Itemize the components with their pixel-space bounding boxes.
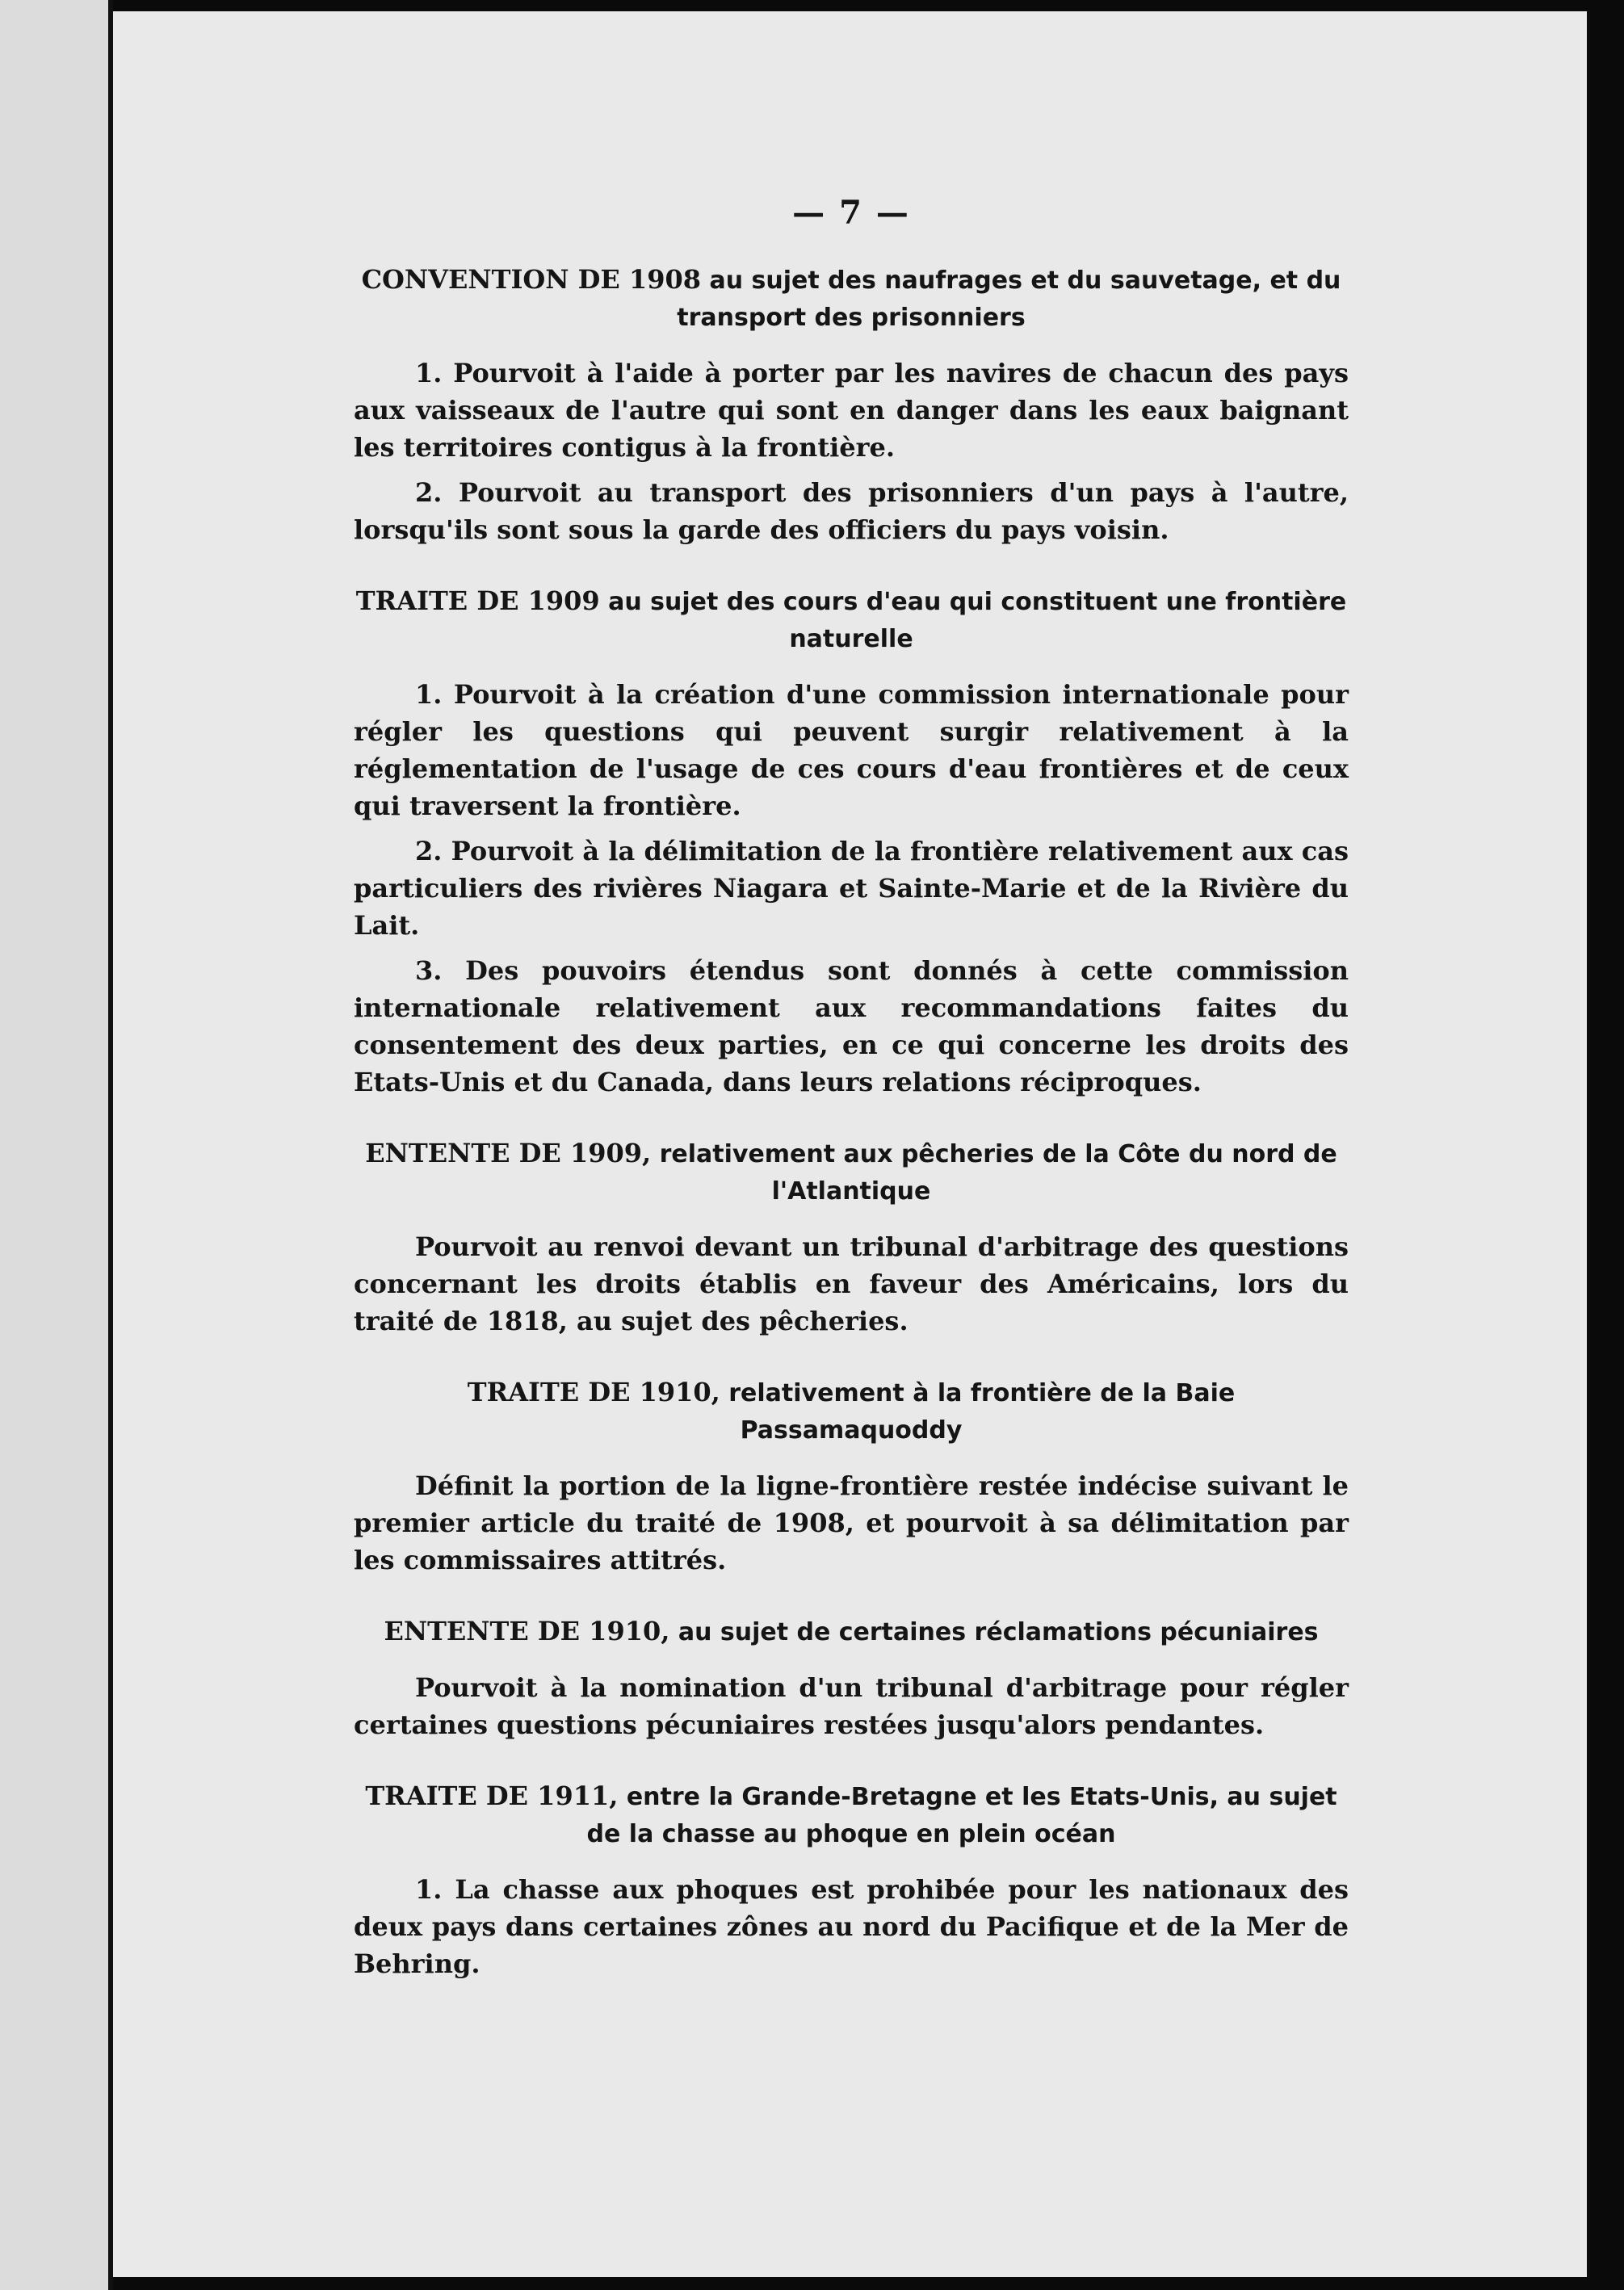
section-traite-1910 (354, 1374, 1349, 1579)
paragraph: 2. Pourvoit au transport des prisonniers d'un pays à l'autre, lorsqu'ils sont sous la garde des officiers du pays voisin. (354, 477, 1349, 545)
heading-lead: CONVENTION DE 1908 (361, 264, 702, 295)
paragraph: 1. Pourvoit à l'aide à porter par les navires de chacun des pays aux vaisseaux de l'autre qui sont en danger dans les eaux baignant les territoires contigus à la frontière. (354, 358, 1349, 463)
paragraph: Pourvoit à la nomination d'un tribunal d'arbitrage pour régler certaines questions pécuniaires restées jusqu'alors pendantes. (354, 1672, 1349, 1740)
heading-rest: au sujet des naufrages et du sauvetage, et du transport des prisonniers (677, 266, 1341, 332)
section-heading (354, 261, 1349, 337)
section-heading (354, 1777, 1349, 1853)
document-body (354, 194, 1349, 2016)
heading-rest: relativement à la frontière de la Baie Passamaquoddy (720, 1379, 1236, 1445)
section-convention-1908 (354, 261, 1349, 548)
paragraph: 1. La chasse aux phoques est prohibée pour les nationaux des deux pays dans certaines zônes au nord du Pacifique et de la Mer de Behring. (354, 1874, 1349, 1979)
section-heading (354, 1135, 1349, 1210)
heading-lead: ENTENTE DE 1910, (384, 1616, 670, 1646)
margin-mark (110, 2124, 113, 2245)
paragraph: 1. Pourvoit à la création d'une commission internationale pour régler les questions qui peuvent surgir relativement à la réglementation de l'usage de ces cours d'eau frontières et de ceux qui traversent la frontière. (354, 679, 1349, 821)
section-traite-1911 (354, 1777, 1349, 1982)
heading-rest: au sujet des cours d'eau qui constituent une frontière naturelle (599, 588, 1347, 653)
heading-rest: entre la Grande-Bretagne et les Etats-Unis, au sujet de la chasse au phoque en plein océan (586, 1783, 1337, 1848)
heading-lead: TRAITE DE 1911, (365, 1780, 619, 1811)
section-heading (354, 582, 1349, 658)
paragraph: 2. Pourvoit à la délimitation de la frontière relativement aux cas particuliers des rivières Niagara et Sainte-Marie et de la Rivière du Lait. (354, 836, 1349, 941)
heading-rest: au sujet de certaines réclamations pécuniaires (669, 1618, 1319, 1646)
heading-lead: TRAITE DE 1909 (355, 585, 600, 616)
section-entente-1909 (354, 1135, 1349, 1340)
margin-mark (110, 1009, 113, 1074)
heading-rest: relativement aux pêcheries de la Côte du nord de l'Atlantique (651, 1140, 1337, 1206)
page-number: — 7 — (792, 194, 910, 232)
heading-lead: ENTENTE DE 1909, (365, 1138, 652, 1168)
paragraph: 3. Des pouvoirs étendus sont donnés à cette commission internationale relativement aux recommandations faites du consentement des deux parties, en ce qui concerne les droits des Etats-Unis et du Canada, dans leurs relations réciproques. (354, 955, 1349, 1097)
paragraph: Définit la portion de la ligne-frontière restée indécise suivant le premier article du traité de 1908, et pourvoit à sa délimitation par les commissaires attitrés. (354, 1470, 1349, 1575)
section-heading (354, 1613, 1349, 1651)
heading-lead: TRAITE DE 1910, (467, 1377, 720, 1407)
left-page-edge (0, 0, 113, 2290)
right-dark-border (1587, 0, 1624, 2290)
section-entente-1910 (354, 1613, 1349, 1743)
section-heading (354, 1374, 1349, 1449)
paragraph: Pourvoit au renvoi devant un tribunal d'arbitrage des questions concernant les droits établis en faveur des Américains, lors du traité de 1818, au sujet des pêcheries. (354, 1231, 1349, 1336)
section-traite-1909 (354, 582, 1349, 1101)
